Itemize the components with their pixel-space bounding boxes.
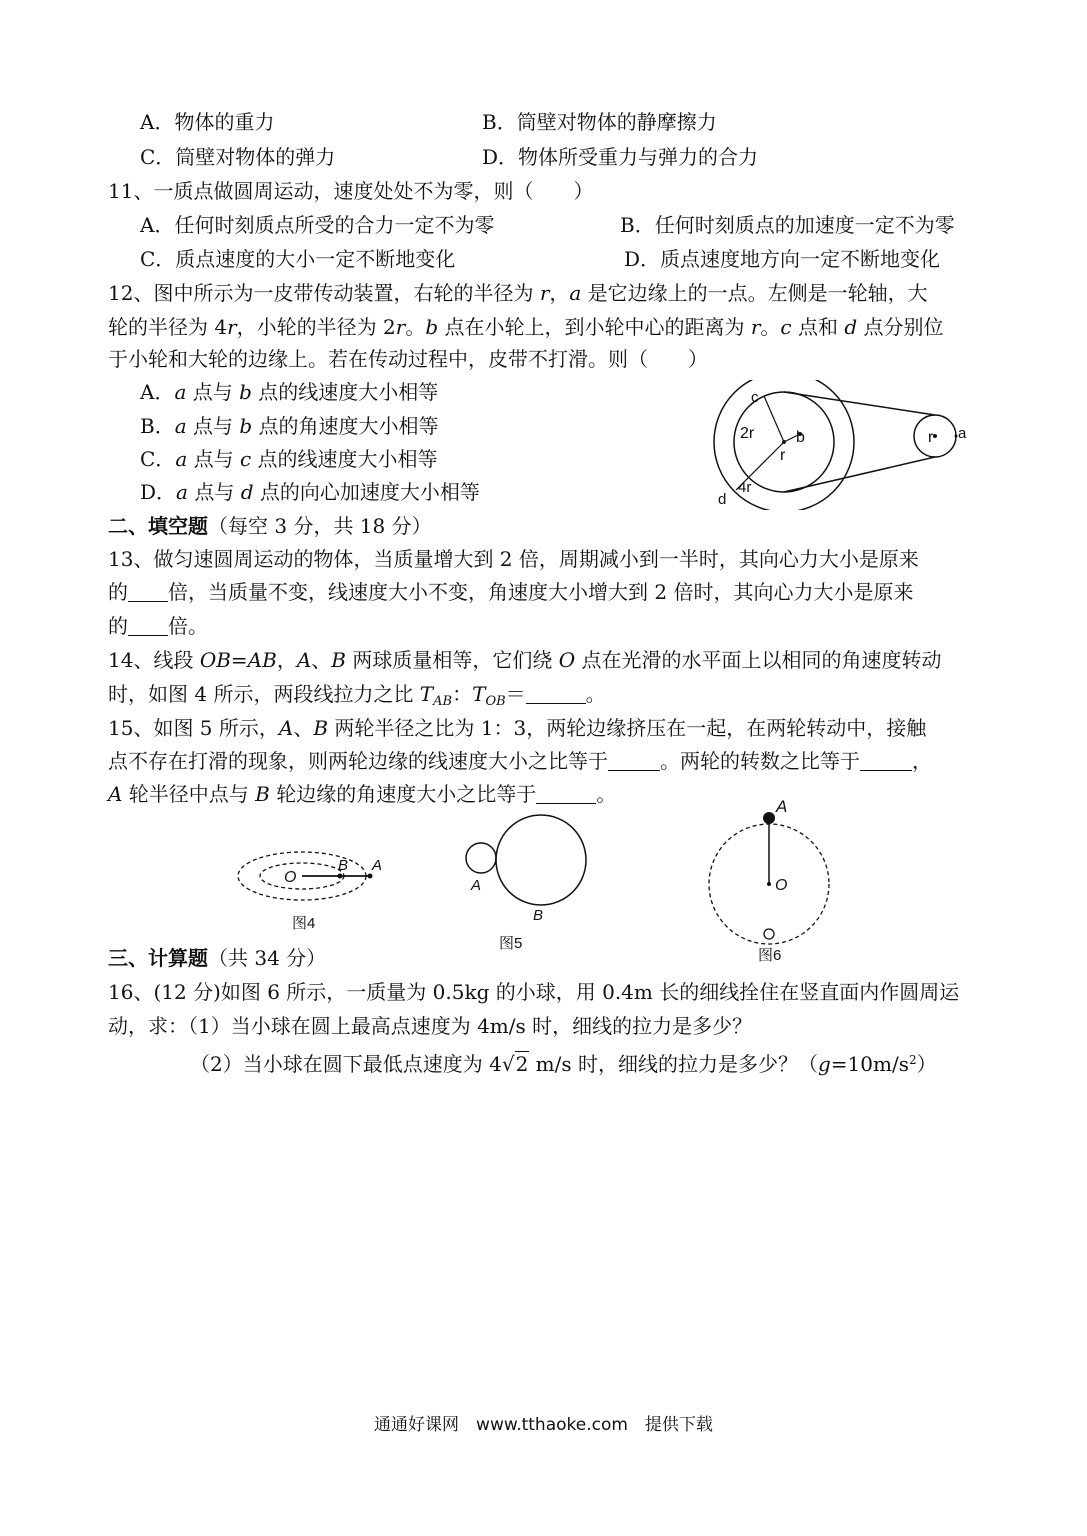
belt-top xyxy=(784,392,935,415)
fig6-caption: 图6 xyxy=(758,947,782,964)
q12-option-b: B．a 点与 b 点的角速度大小相等 xyxy=(140,414,439,438)
section-2-heading: 二、填空题（每空 3 分，共 18 分） xyxy=(108,514,432,538)
q15-line2: 点不存在打滑的现象，则两轮边缘的线速度大小之比等于 。两轮的转数之比等于 ， xyxy=(108,749,932,773)
q13-line2: 的 倍，当质量不变，线速度大小不变，角速度大小增大到 2 倍时，其向心力大小是原来 xyxy=(108,580,914,604)
fig6-label-o: O xyxy=(775,877,788,894)
q15-blank-1[interactable] xyxy=(608,750,660,771)
q12-line3: 于小轮和大轮的边缘上。若在传动过程中，皮带不打滑。则（ ） xyxy=(108,347,708,371)
ball-bottom xyxy=(764,929,774,939)
fig4-caption: 图4 xyxy=(292,915,316,932)
q11-stem: 11、一质点做圆周运动，速度处处不为零，则（ ） xyxy=(108,179,594,203)
q16-line1: 16、(12 分)如图 6 所示，一质量为 0.5kg 的小球，用 0.4m 长的细线拴住在竖直面内作圆周运 xyxy=(108,980,960,1004)
q12-option-c: C．a 点与 c 点的线速度大小相等 xyxy=(140,447,438,471)
q12-option-a: A．a 点与 b 点的线速度大小相等 xyxy=(140,380,439,404)
belt-bottom xyxy=(784,457,935,492)
fig5-label-b: B xyxy=(533,907,544,924)
q16-line2: 动，求：（1）当小球在圆上最高点速度为 4m/s 时，细线的拉力是多少？ xyxy=(108,1014,753,1038)
ball-top xyxy=(763,812,775,824)
wheel-b xyxy=(496,815,586,905)
q11-option-b: B．任何时刻质点的加速度一定不为零 xyxy=(620,213,955,237)
q11-option-a: A．任何时刻质点所受的合力一定不为零 xyxy=(140,213,495,237)
q10-option-c: C．筒壁对物体的弹力 xyxy=(140,145,336,169)
q10-option-d: D．物体所受重力与弹力的合力 xyxy=(482,145,759,169)
label-d: d xyxy=(718,491,727,508)
page-footer: 通通好课网 www.tthaoke.com 提供下载 xyxy=(374,1415,713,1435)
figure-5 xyxy=(455,808,595,958)
fig4-label-a: A xyxy=(372,857,383,874)
q16-line3: （2）当小球在圆下最低点速度为 4√2 m/s 时，细线的拉力是多少？$(g=10m/s^2)$ xyxy=(190,1052,937,1076)
q10-option-a: A．物体的重力 xyxy=(140,110,275,134)
q13-line3: 的 倍。 xyxy=(108,614,208,638)
q12-option-d: D．a 点与 d 点的向心加速度大小相等 xyxy=(140,480,480,504)
q15-line1: 15、如图 5 所示，A、B 两轮半径之比为 1：3，两轮边缘挤压在一起，在两轮转动中，接触 xyxy=(108,716,927,740)
label-4r: 4r xyxy=(738,479,752,496)
q12-line2: 轮的半径为 4r，小轮的半径为 2r。b 点在小轮上，到小轮中心的距离为 r。c 点和 d 点分别位 xyxy=(108,315,944,339)
figure-6 xyxy=(700,794,840,966)
q11-option-d: D．质点速度地方向一定不断地变化 xyxy=(624,247,941,271)
q14-blank[interactable] xyxy=(526,683,586,704)
label-b: b xyxy=(796,429,805,446)
q12-line1: 12、图中所示为一皮带传动装置，右轮的半径为 r，a 是它边缘上的一点。左侧是一轮轴，大 xyxy=(108,281,928,305)
wheel-a xyxy=(466,843,496,873)
figure-4 xyxy=(236,840,406,938)
q13-blank-1[interactable] xyxy=(128,581,168,602)
label-2r: 2r xyxy=(740,425,755,442)
q14-line1: 14、线段 OB=AB，A、B 两球质量相等，它们绕 O 点在光滑的水平面上以相同的角速度转动 xyxy=(108,648,942,672)
q14-line2: 时，如图 4 所示，两段线拉力之比 $T_{AB}$：$T_{OB}=$ 。 xyxy=(108,682,606,709)
fig4-label-o: O xyxy=(284,869,297,886)
q11-option-c: C．质点速度的大小一定不断地变化 xyxy=(140,247,456,271)
fig4-label-b: B xyxy=(338,857,349,874)
q13-line1: 13、做匀速圆周运动的物体，当质量增大到 2 倍，周期减小到一半时，其向心力大小是原来 xyxy=(108,547,919,571)
fig5-label-a: A xyxy=(471,877,482,894)
q15-blank-2[interactable] xyxy=(860,750,912,771)
fig6-label-a: A xyxy=(776,797,788,816)
q15-line3: A 轮半径中点与 B 轮边缘的角速度大小之比等于 。 xyxy=(108,782,617,806)
label-r-right: r xyxy=(928,429,934,446)
label-a: a xyxy=(958,425,967,442)
section-3-heading: 三、计算题（共 34 分） xyxy=(108,946,327,970)
fig5-caption: 图5 xyxy=(499,935,523,952)
q13-blank-2[interactable] xyxy=(128,615,168,636)
q15-blank-3[interactable] xyxy=(536,783,596,804)
q10-option-b: B．筒壁对物体的静摩擦力 xyxy=(482,110,717,134)
label-c: c xyxy=(751,389,759,406)
belt-drive-figure xyxy=(700,380,990,510)
label-r-center: r xyxy=(780,447,786,464)
